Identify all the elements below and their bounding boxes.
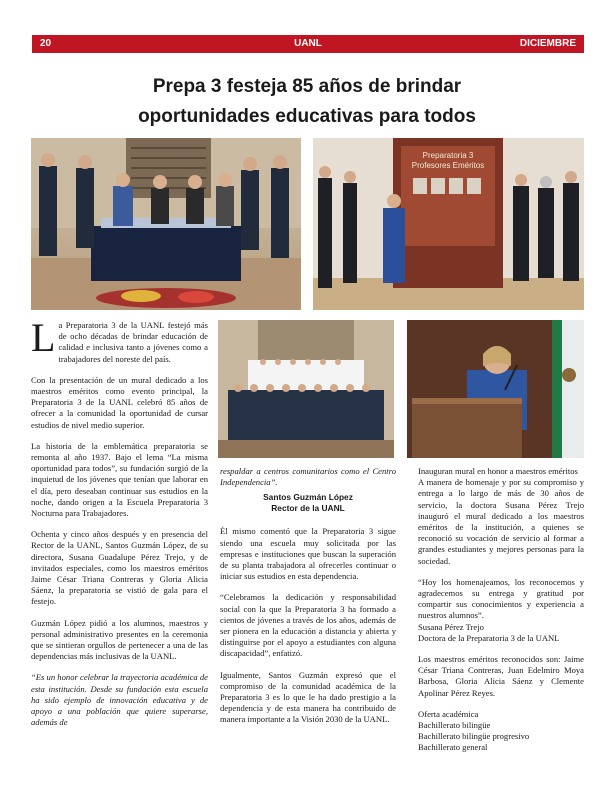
article-column-1 <box>31 315 208 739</box>
mural-sign-line-1: Preparatoria 3 <box>422 151 474 160</box>
issue-month: DICIEMBRE <box>519 38 576 49</box>
list-item: Bachillerato bilingüe <box>418 720 491 731</box>
photo-caption: Inauguran mural en honor a maestros eméritos <box>418 466 578 476</box>
paragraph: Guzmán López pidió a los alumnos, maestros y personal administrativo presentes en la ceremonia que se sintieran orgullos de pertenecer a una de las dependencias más inclusivas de la UANL. <box>31 617 208 662</box>
quote-attribution <box>220 492 396 514</box>
attribution-title: Doctora de la Preparatoria 3 de la UANL <box>418 632 560 643</box>
photo-speaker-podium <box>407 320 584 458</box>
quote-continuation: respaldar a centros comunitarios como el Centro Independencia”. <box>220 466 396 488</box>
paragraph: Él mismo comentó que la Preparatoria 3 sigue siendo una escuela muy solicitada por las empresas e instituciones que buscan la superación de su planta trabajadora al ofrecerles continuar o iniciar sus estudios en esta dependencia. <box>220 526 396 582</box>
quote-paragraph: “Hoy los homenajeamos, los reconocemos y agradecemos su entrega y gratitud por compartir sus conocimientos y experiencia a nuestros alumnos”. <box>418 576 584 621</box>
article-title <box>40 72 574 132</box>
attribution-name: Santos Guzmán López <box>263 492 353 503</box>
lead-paragraph: La Preparatoria 3 de la UANL festejó más de ocho décadas de brindar educación de calidad e inclusiva tanto a jóvenes como a trabajadores del noreste del país. <box>31 315 208 364</box>
attribution-name: Susana Pérez Trejo <box>418 621 484 632</box>
photo-ceremony-table <box>31 138 301 310</box>
paragraph: Igualmente, Santos Guzmán expresó que el compromiso de la comunidad académica de la Preparatoria 3 es lo que le ha dado prestigio a la dependencia y de esta manera ha contribuido de manera importante a la Visión 2030 de la UANL. <box>220 669 396 725</box>
article-column-2 <box>220 466 396 736</box>
list-item: Bachillerato general <box>418 742 488 753</box>
page-header <box>32 35 584 53</box>
paragraph: A manera de homenaje y por su compromiso y entrega a lo largo de más de 30 años de servicio, la doctora Susana Pérez Trejo inauguró el mural dedicado a los maestros eméritos de la institución, a quienes se reconoció su vocación de servicio al formar a grandes estudiantes y mejores personas para la sociedad. <box>418 477 584 566</box>
title-line-2: oportunidades educativas para todos <box>138 106 476 127</box>
academic-offer-list <box>418 709 584 754</box>
attribution-title: Rector de la UANL <box>271 503 345 514</box>
paragraph: Con la presentación de un mural dedicado a los maestros eméritos como evento principal, la Preparatoria 3 de la UANL celebró 85 años de ofrecer a la comunidad la oportunidad de cursar estudios de nivel medio superior. <box>31 374 208 430</box>
page-number: 20 <box>40 38 52 49</box>
photo-group-staircase <box>218 320 394 458</box>
list-item: Bachillerato bilingüe progresivo <box>418 731 530 742</box>
publication-name: UANL <box>294 38 322 49</box>
article-column-3 <box>418 466 584 754</box>
list-item: Oferta académica <box>418 708 479 719</box>
quote-paragraph: “Es un honor celebrar la trayectoria académica de esta institución. Desde su fundación esta escuela ha sido ejemplo de innovación educativa y de apoyo a una población que quiere superarse, además de <box>31 672 208 728</box>
mural-sign-line-2: Profesores Eméritos <box>411 161 485 170</box>
paragraph: La historia de la emblemática preparatoria se remonta al año 1937. Bajo el lema “La misma oportunidad para todos”, su fundación surgió de la inquietud de los jóvenes que tenían que laborar en el día, pero deseaban continuar sus estudios en la noche, dando origen a la Escuela Preparatoria 3 Nocturna para Trabajadores. <box>31 440 208 519</box>
drop-cap: L <box>31 315 56 360</box>
paragraph: “Celebramos la dedicación y responsabilidad social con la que la Preparatoria 3 ha formado a cientos de jóvenes a través de los años, además de ser pionera en la educación a distancia y abierta y distinguirse por el apoyo a estudiantes con alguna discapacidad”, enfatizó. <box>220 592 396 659</box>
title-line-1: Prepa 3 festeja 85 años de brindar <box>152 76 462 97</box>
paragraph: Los maestros eméritos reconocidos son: Jaime César Triana Contreras, Juan Edelmiro Moya Barbosa, Gloria Alicia Sáenz y Clemente Apolinar Pérez Reyes. <box>418 654 584 698</box>
photo-mural-unveiled <box>313 138 584 310</box>
paragraph: Ochenta y cinco años después y en presencia del Rector de la UANL, Santos Guzmán López, de su directora, Susana Guadalupe Pérez Trejo, y de invitados especiales, como los maestros eméritos Jaime César Triana Contreras y Gloria Alicia Sáenz, la preparatoria se vistió de gala para el festejo. <box>31 529 208 607</box>
